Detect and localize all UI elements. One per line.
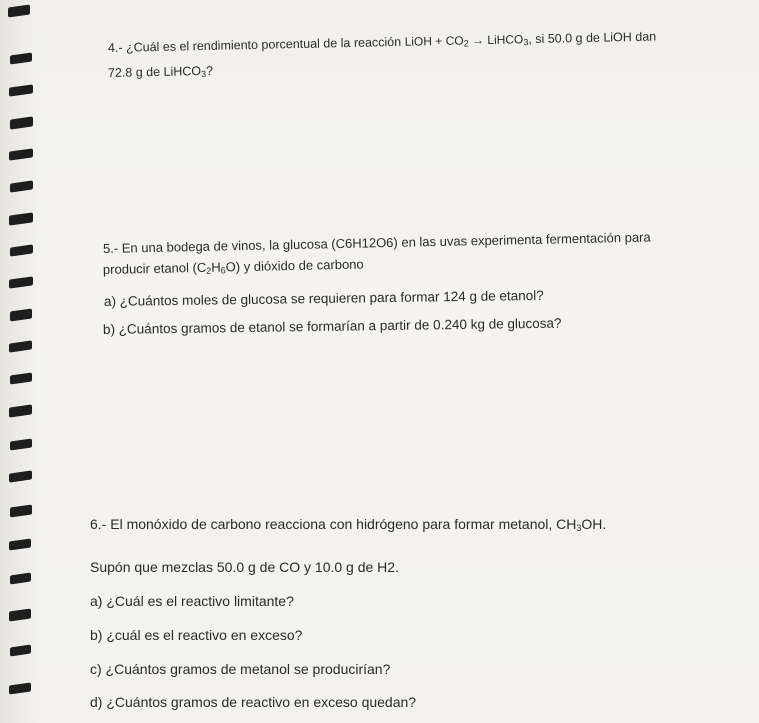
q6-part-b: b) ¿cuál es el reactivo en exceso? xyxy=(90,627,303,643)
q5-line-2: producir etanol $(C_2H_6O)$ y dióxido de carbono xyxy=(102,256,364,277)
q5-line-1: 5.- En una bodega de vinos, la glucosa (C6H12O6) en las uvas experimenta fermentación para xyxy=(102,229,651,256)
q4-line-2: 72.8 g de LiHCO$_3$? xyxy=(107,63,214,80)
notebook-binding xyxy=(0,0,40,723)
q6-given: Supón que mezclas 50.0 g de CO y 10.0 g de H2. xyxy=(90,559,399,575)
q6-part-c: c) ¿Cuántos gramos de metanol se producirían? xyxy=(90,661,391,677)
q5-part-b: b) ¿Cuántos gramos de etanol se formarían a partir de 0.240 kg de glucosa? xyxy=(102,315,562,337)
q6-part-a: a) ¿Cuál es el reactivo limitante? xyxy=(90,593,294,609)
q6-intro: 6.- El monóxido de carbono reacciona con hidrógeno para formar metanol, $CH_3OH$. xyxy=(90,516,607,533)
q4-line-1: 4.- ¿Cuál es el rendimiento porcentual de la reacción LiOH + $CO_2$ → LiHCO$_3$, si 50.0 g de LiOH dan xyxy=(107,29,657,55)
q6-part-d: d) ¿Cuántos gramos de reactivo en exceso quedan? xyxy=(90,694,417,710)
q5-part-a: a) ¿Cuántos moles de glucosa se requieren para formar 124 g de etanol? xyxy=(103,287,544,309)
